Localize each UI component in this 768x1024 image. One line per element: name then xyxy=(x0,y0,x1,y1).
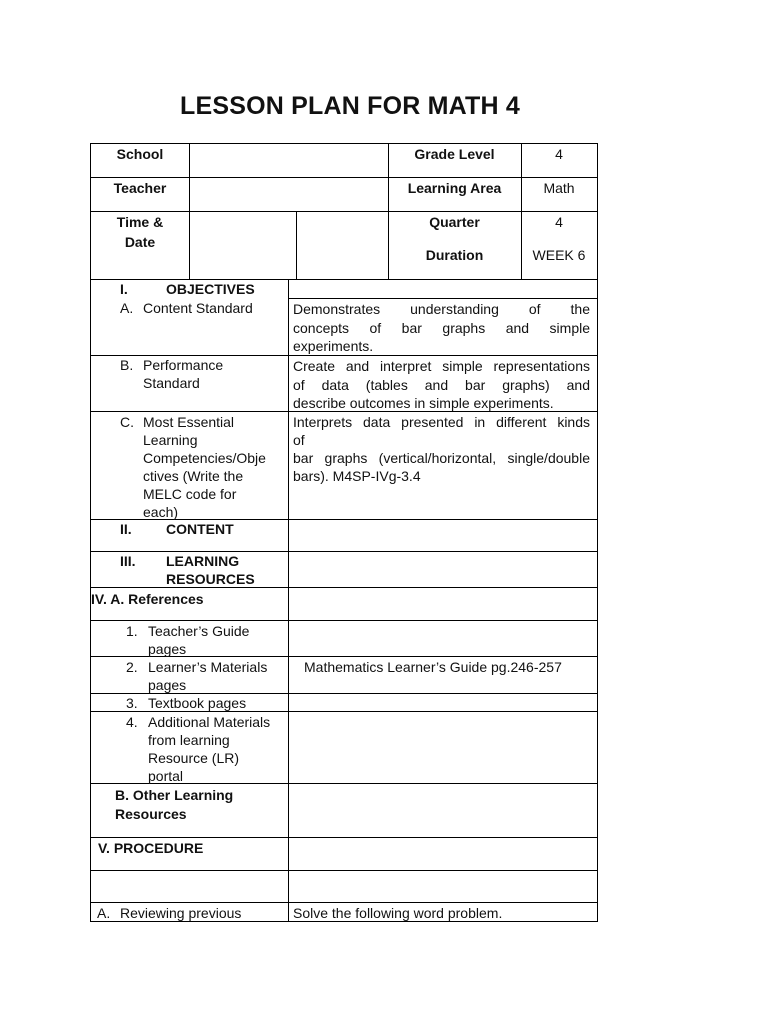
school-label: School xyxy=(116,146,164,162)
table-rule xyxy=(90,837,598,838)
quarter-value: 4 xyxy=(555,214,563,230)
melc-label: MELC code for xyxy=(143,486,237,502)
learning-resources-heading: RESOURCES xyxy=(166,571,255,587)
reference-item-label: Additional Materials xyxy=(148,714,271,730)
reference-item-label: portal xyxy=(148,768,184,784)
procedure-item-value: Solve the following word problem. xyxy=(293,905,503,921)
table-border-left xyxy=(90,143,91,922)
content-standard-value: concepts of bar graphs and simple xyxy=(293,320,590,336)
content-standard-value: Demonstrates understanding of the xyxy=(293,301,590,317)
performance-standard-value: of data (tables and bar graphs) and xyxy=(293,377,590,393)
reference-item-label: pages xyxy=(148,677,187,693)
learning-resources-heading: LEARNING xyxy=(166,553,240,569)
melc-label: ctives (Write the xyxy=(143,468,244,484)
performance-standard-value: describe outcomes in simple experiments. xyxy=(293,395,554,411)
objectives-heading: OBJECTIVES xyxy=(166,281,255,297)
melc-letter: C. xyxy=(120,414,134,430)
content-standard-label: Content Standard xyxy=(143,300,253,316)
other-resources-heading: Resources xyxy=(115,806,187,822)
duration-label: Duration xyxy=(425,247,484,263)
performance-standard-letter: B. xyxy=(120,357,134,373)
learners-materials-value: Mathematics Learner’s Guide pg.246-257 xyxy=(304,659,562,675)
objectives-number: I. xyxy=(120,281,128,297)
reference-item-number: 3. xyxy=(126,695,138,711)
time-label: Time & xyxy=(116,214,164,230)
content-standard-letter: A. xyxy=(120,300,134,316)
table-rule xyxy=(90,620,598,621)
reference-item-label: Learner’s Materials xyxy=(148,659,268,675)
grade-level-value: 4 xyxy=(555,146,563,162)
melc-label: Most Essential xyxy=(143,414,235,430)
reference-item-label: Textbook pages xyxy=(148,695,247,711)
content-standard-value: experiments. xyxy=(293,338,374,354)
table-col-rule xyxy=(288,279,289,922)
performance-standard-value: Create and interpret simple representations xyxy=(293,358,590,374)
table-col-rule xyxy=(296,211,297,280)
table-col-rule xyxy=(189,143,190,280)
reference-item-number: 4. xyxy=(126,714,138,730)
performance-standard-label: Performance xyxy=(143,357,224,373)
date-label: Date xyxy=(124,234,156,250)
content-heading: CONTENT xyxy=(166,521,234,537)
reference-item-label: from learning xyxy=(148,732,230,748)
other-resources-heading: B. Other Learning xyxy=(115,787,234,803)
procedure-item-label: Reviewing previous xyxy=(120,905,242,921)
table-rule xyxy=(90,902,598,903)
reference-item-number: 1. xyxy=(126,623,138,639)
reference-item-label: Teacher’s Guide xyxy=(148,623,250,639)
reference-item-number: 2. xyxy=(126,659,138,675)
content-number: II. xyxy=(120,521,132,537)
learning-resources-number: III. xyxy=(120,553,136,569)
melc-label: Competencies/Obje xyxy=(143,450,266,466)
table-rule xyxy=(90,870,598,871)
melc-value: bars). M4SP-IVg-3.4 xyxy=(293,468,421,484)
teacher-label: Teacher xyxy=(113,180,167,196)
duration-value: WEEK 6 xyxy=(532,247,586,263)
melc-value: Interprets data presented in different kinds xyxy=(293,414,590,430)
table-border-right xyxy=(597,143,598,922)
procedure-heading: V. PROCEDURE xyxy=(98,840,204,856)
reference-item-label: pages xyxy=(148,641,187,657)
references-heading: IV. A. References xyxy=(91,591,204,607)
quarter-label: Quarter xyxy=(429,214,480,230)
melc-value: bar graphs (vertical/horizontal, single/double xyxy=(293,450,590,466)
melc-label: Learning xyxy=(143,432,198,448)
page-title: LESSON PLAN FOR MATH 4 xyxy=(179,92,521,120)
reference-item-label: Resource (LR) xyxy=(148,750,240,766)
learning-area-label: Learning Area xyxy=(407,180,502,196)
learning-area-value: Math xyxy=(543,180,575,196)
grade-level-label: Grade Level xyxy=(414,146,495,162)
melc-value: of xyxy=(293,432,305,448)
table-rule xyxy=(288,298,598,299)
melc-label: each) xyxy=(143,504,179,520)
procedure-item-letter: A. xyxy=(97,905,111,921)
performance-standard-label: Standard xyxy=(143,375,200,391)
